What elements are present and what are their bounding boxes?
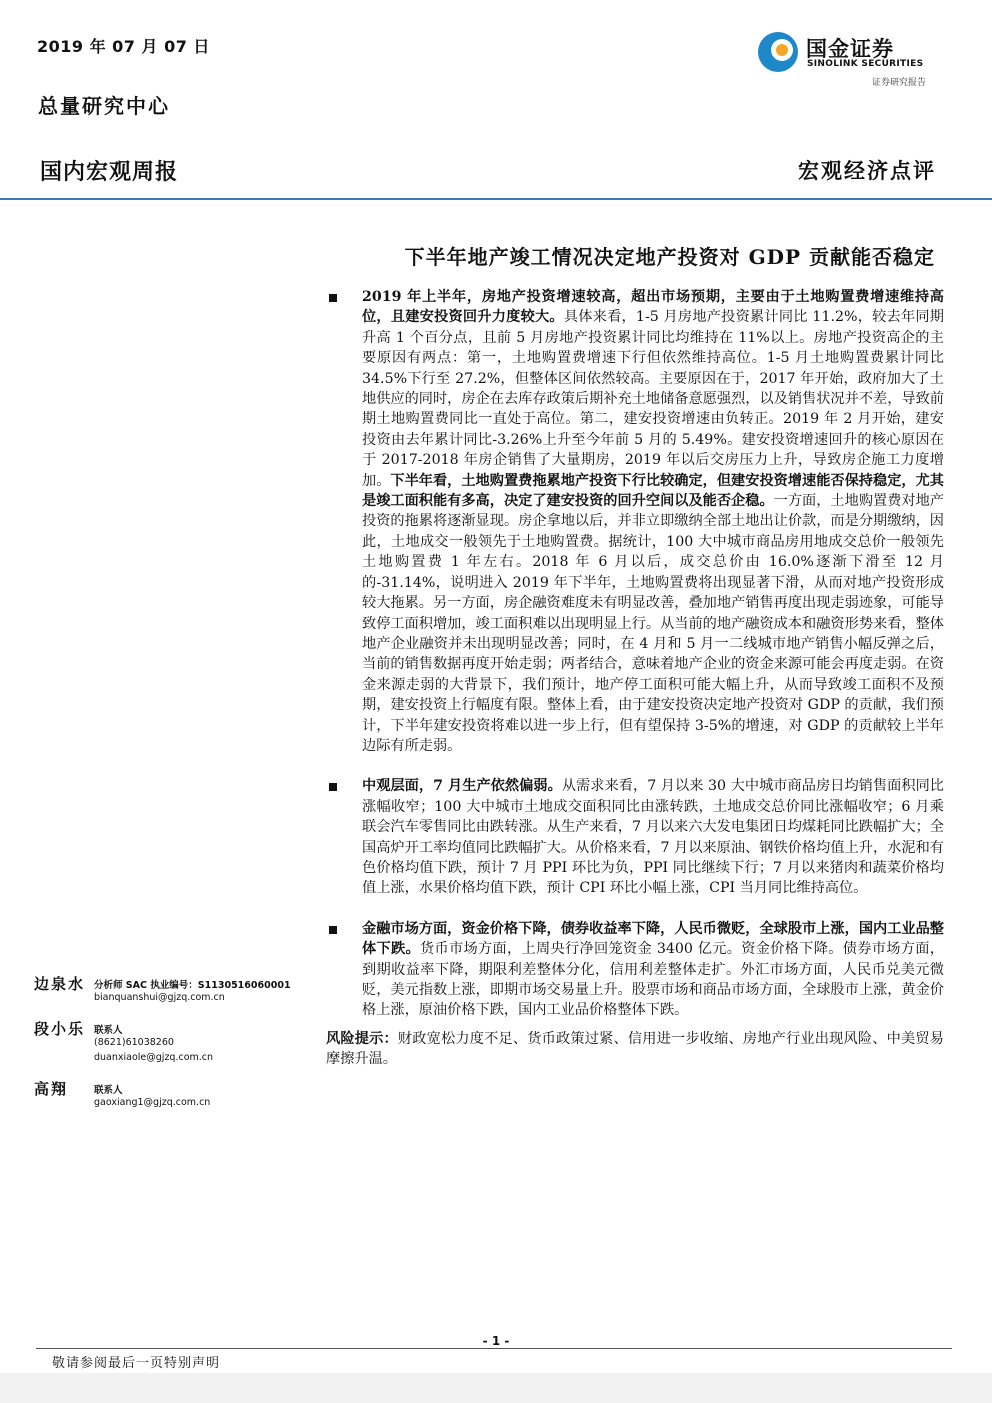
risk-warning: 风险提示：财政宽松力度不足、货币政策过紧、信用进一步收缩、房地产行业出现风险、中美贸易摩擦升温。 [326, 1030, 944, 1068]
report-body [326, 287, 944, 1070]
paragraph: 中观层面，7 月生产依然偏弱。从需求来看，7 月以来 30 大中城市商品房日均销售面积同比涨幅收窄；100 大中城市土地成交面积同比由涨转跌，土地成交总价同比涨幅收窄；6 月乘联会汽车零售同比由跌转涨。从生产来看，7 月以来六大发电集团日均煤耗同比跌幅扩大；全国高炉开工率均值同比跌幅扩大。从价格来看，7 月以来原油、钢铁价格均值上升，水泥和有色价格均值下跌，预计 7 月 PPI 环比为负，PPI 同比继续下行；7 月以来猪肉和蔬菜价格均值上涨，水果价格均值下跌，预计 CPI 环比小幅上涨，CPI 当月同比维持高位。 [362, 778, 944, 897]
author-email: gaoxiang1@gjzq.com.cn [94, 1097, 211, 1108]
logo-subtitle: 证券研究报告 [872, 78, 927, 88]
summary-point-meso [326, 776, 944, 898]
footer-disclaimer: 敬请参阅最后一页特别声明 [52, 1356, 221, 1371]
logo-chinese-name: 国金证券 [806, 37, 894, 61]
paragraph: 2019 年上半年，房地产投资增速较高，超出市场预期，主要由于土地购置费增速维持高位，且建安投资回升力度较大。具体来看，1-5 月房地产投资累计同比 11.2%，较去年同期升高 1 个百分点，且前 5 月房地产投资累计同比均维持在 11%以上。房地产投资高企的主要原因有两点：第一，土地购置费增速下行但依然维持高位。1-5 月土地购置费累计同比 34.5%下行至 27.2%，但整体区间依然较高。主要原因在于，2017 年开始，政府加大了土地供应的同时，房企在去库存政策后期补充土地储备意愿强烈，以及销售状况并不差，导致前期土地购置费同比一直处于高位。第二，建安投资增速由负转正。2019 年 2 月开始，建安投资由去年累计同比-3.26%上升至今年前 5 月的 5.49%。建安投资增速回升的核心原因在于 2017-2018 年房企销售了大量期房，2019 年以后交房压力上升，导致房企施工力度增加。下半年看，土地购置费拖累地产投资下行比较确定，但建安投资增速能否保持稳定，尤其是竣工面积能有多高，决定了建安投资的回升空间以及能否企稳。一方面，土地购置费对地产投资的拖累将逐渐显现。房企拿地以后，并非立即缴纳全部土地出让价款，而是分期缴纳，因此，土地成交一般领先于土地购置费。据统计，100 大中城市商品房用地成交总价一般领先土地购置费 1 年左右。2018 年 6 月以后，成交总价由 16.0%逐渐下滑至 12 月的-31.14%，说明进入 2019 年下半年，土地购置费将出现显著下滑，从而对地产投资形成较大拖累。另一方面，房企融资难度未有明显改善，叠加地产销售再度出现走弱迹象，可能导致停工面积增加，竣工面积难以出现明显上行。从当前的地产融资成本和融资形势来看，整体地产企业融资并未出现明显改善；同时，在 4 月和 5 月一二线城市地产销售小幅反弹之后，当前的销售数据再度开始走弱；两者结合，意味着地产企业的资金来源可能会再度走弱。在资金来源走弱的大背景下，我们预计，地产停工面积可能大幅上升，从而导致竣工面积不及预期，建安投资上行幅度有限。整体上看，由于建安投资决定地产投资对 GDP 的贡献，我们预计，下半年建安投资将难以进一步上行，但有望保持 3-5%的增速，对 GDP 的贡献较上半年边际有所走弱。 [362, 289, 944, 754]
author-phone: (8621)61038260 [94, 1037, 174, 1048]
logo-emblem-icon [756, 30, 802, 76]
bullet-square-icon [329, 926, 337, 934]
summary-point-real-estate [326, 287, 944, 756]
author-email: bianquanshui@gjzq.com.cn [94, 992, 225, 1003]
report-series-title: 国内宏观周报 [40, 160, 179, 185]
research-center: 总量研究中心 [38, 94, 170, 118]
author-role: 联系人 [94, 1025, 123, 1036]
company-logo [756, 30, 952, 92]
page-number: - 1 - [0, 1334, 992, 1348]
report-headline: 下半年地产竣工情况决定地产投资对 GDP 贡献能否稳定 [404, 245, 935, 269]
report-date: 2019 年 07 月 07 日 [37, 37, 210, 56]
author-name: 高翔 [34, 1080, 69, 1098]
bullet-square-icon [329, 294, 337, 302]
author-role: 分析师 SAC 执业编号：S1130516060001 [94, 980, 291, 991]
author-entry [34, 1078, 324, 1116]
author-list [34, 973, 324, 1116]
author-entry [34, 973, 324, 1018]
author-role: 联系人 [94, 1085, 123, 1096]
author-name: 边泉水 [34, 975, 86, 993]
header-divider [0, 198, 992, 200]
summary-point-financial-market [326, 919, 944, 1021]
bullet-square-icon [329, 783, 337, 791]
author-entry [34, 1018, 324, 1078]
paragraph: 金融市场方面，资金价格下降，债券收益率下降，人民币微贬，全球股市上涨，国内工业品整体下跌。货币市场方面，上周央行净回笼资金 3400 亿元。资金价格下降。债券市场方面，到期收益率下降，期限利差整体分化，信用利差整体走扩。外汇市场方面，人民币兑美元微贬，美元指数上涨，即期市场交易量上升。股票市场和商品市场方面，全球股市上涨，黄金价格上涨，原油价格下跌，国内工业品价格整体下跌。 [362, 920, 944, 1019]
report-category: 宏观经济点评 [798, 158, 936, 183]
footer-band [0, 1373, 992, 1403]
author-name: 段小乐 [34, 1020, 86, 1038]
author-email: duanxiaole@gjzq.com.cn [94, 1052, 214, 1063]
footer-divider [36, 1348, 952, 1349]
logo-english-name: SINOLINK SECURITIES [807, 59, 924, 69]
